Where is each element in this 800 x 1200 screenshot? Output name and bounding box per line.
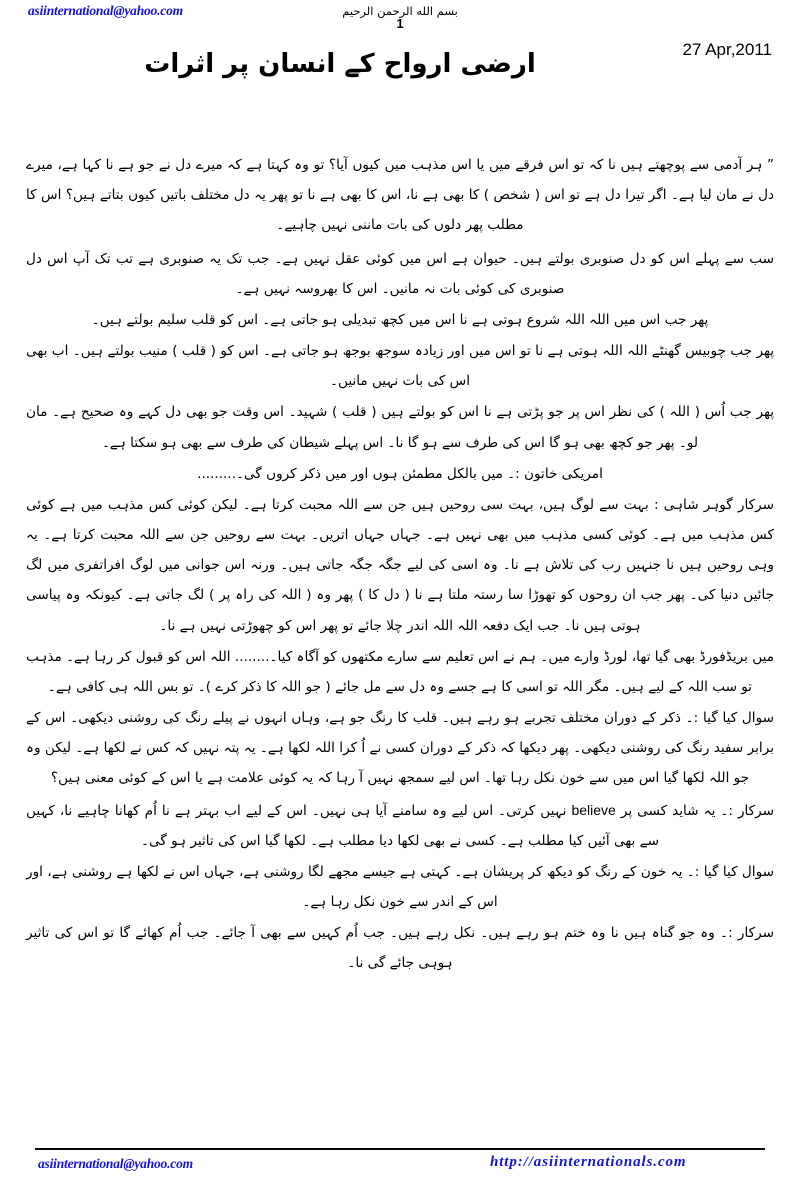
paragraph-p3: پھر جب اس میں اللہ اللہ شروع ہوتی ہے نا اس میں کچھ تبدیلی ہو جاتی ہے۔ اس کو قلب سلیم بولتے ہیں۔ xyxy=(91,311,709,328)
paragraph-p2: سب سے پہلے اس کو دل صنوبری بولتے ہیں۔ حیوان ہے اس میں کوئی عقل نہیں ہے۔ جب تک یہ صنوبری ہے تب تک آپ اس دل صنوبری کی کوئی بات نہ مانیں۔ اس کا بھروسہ نہیں ہے۔ xyxy=(26,250,774,297)
footer-divider xyxy=(35,1148,765,1150)
paragraph-p1: ” ہر آدمی سے پوچھتے ہیں نا کہ تو اس فرقے میں یا اس مذہب میں کیوں آیا؟ تو وہ کہتا ہے کہ میرے دل نے جو ہے نا کہا ہے، میرے دل نے مان لیا ہے۔ اگر تیرا دل ہے تو اس ( شخص ) کا بھی ہے نا، اس کا بھی ہے نا تو پھر یہ دل مختلف باتیں کیوں بتاتے ہیں؟ اس کا مطلب پھر دلوں کی بات ماننی نہیں چاہیے۔ xyxy=(26,157,774,234)
paragraph-p8: میں بریڈفورڈ بھی گیا تھا، لورڈ وارے میں۔ ہم نے اس تعلیم سے سارے مکتھوں کو آگاہ کیا۔........ اللہ اس کو قبول کر رہا ہے۔ مذہب تو سب اللہ کے لیے ہیں۔ مگر اللہ تو اسی کا ہے جسے وہ دل سے مل جائے ( جو اللہ کا ذکر کرے )۔ تو بس اللہ ہی کافی ہے۔ xyxy=(26,648,774,695)
inline-latin-word-believe: believe xyxy=(571,801,616,818)
page-footer xyxy=(0,1140,800,1200)
paragraph-p5: پھر جب اُس ( اللہ ) کی نظر اس پر جو پڑتی ہے نا اس کو بولتے ہیں ( قلب ) شہید۔ اس وقت جو بھی دل کہے وہ صحیح ہے۔ مان لو۔ پھر جو کچھ بھی ہو گا اس کی طرف سے ہو گا نا۔ اس پہلے شیطان کی طرف سے بھی ہو سکتا ہے۔ xyxy=(26,404,774,451)
paragraph-p7-gohar-shahi: سرکار گوہر شاہی : بہت سے لوگ ہیں، بہت سی روحیں ہیں جن سے اللہ محبت کرتا ہے۔ لیکن کوئی کس مذہب میں ہے کوئی کس مذہب میں ہے۔ کوئی کسی مذہب میں بھی نہیں ہے۔ جہاں جہاں اتریں۔ بہت سے روحیں جن سے اللہ محبت کرتا ہے۔ یہ وہی روحیں ہیں نا جنہیں رب کی تلاش ہے نا۔ وہ اسی کی لیے جگہ جگہ جاتی ہیں۔ ورنہ اس جوانی میں لوگ افراتفری میں لگ جائیں دنیا کی۔ پھر جب ان روحوں کو تھوڑا سا رستہ ملتا ہے نا ( دل کا ) پھر وہ ( اللہ کی راہ پر ) لگ جاتی ہے۔ کیونکہ وہ پیاسی ہوتی ہیں نا۔ جب ایک دفعہ اللہ اللہ اندر چلا جائے تو پھر اس کو چھوڑتی نہیں ہے نا۔ xyxy=(26,496,774,634)
paragraph-p9-question: سوال کیا گیا :۔ ذکر کے دوران مختلف تجربے ہو رہے ہیں۔ قلب کا رنگ جو ہے، وہاں انہوں نے پیلے رنگ کی روشنی دیکھی۔ اس کے برابر سفید رنگ کی روشنی دیکھی۔ پھر دیکھا کہ ذکر کے دوران کسی نے اُ کرا اللہ لکھا ہے۔ یہ پتہ نہیں کہ کس نے لکھا ہے۔ لیکن وہ جو اللہ لکھا گیا اس میں سے خون نکل رہا تھا۔ اس لیے سمجھ نہیں آ رہا کہ یہ کوئی علامت ہے یا اس کے کوئی معنی ہیں؟ xyxy=(26,710,774,787)
page-number: 1 xyxy=(396,16,404,31)
header-email-link[interactable]: asiinternational@yahoo.com xyxy=(28,3,183,18)
document-date: 27 Apr,2011 xyxy=(682,40,772,59)
paragraph-p10-text-after: نہیں کرتی۔ اس لیے وہ سامنے آیا ہی نہیں۔ اس کے لیے اب بہتر ہے نا اُم کھانا چاہیے نا، کہیں سے بھی آئیں کیا مطلب ہے۔ کسی نے بھی لکھا دیا مطلب ہے۔ لکھا گیا اس کی تاثیر ہو گی۔ xyxy=(26,802,660,849)
footer-email-link[interactable]: asiinternational@yahoo.com xyxy=(38,1156,193,1171)
page-header xyxy=(0,0,800,110)
paragraph-p12-sarkar-answer: سرکار :۔ وہ جو گناہ ہیں نا وہ ختم ہو رہے ہیں۔ نکل رہے ہیں۔ جب اُم کہیں سے بھی آ جائے۔ جب اُم کھائے گا تو اس کی تاثیر ہوہی جائے گی نا۔ xyxy=(26,925,774,972)
paragraph-p10-sarkar-answer xyxy=(26,795,774,856)
document-body xyxy=(26,150,774,980)
footer-website-link[interactable]: http://asiinternationals.com xyxy=(490,1154,687,1170)
paragraph-p6-american-woman: امریکی خاتون :۔ میں بالکل مطمئن ہوں اور میں ذکر کروں گی۔......... xyxy=(197,465,603,482)
paragraph-p4: پھر جب چوبیس گھنٹے اللہ اللہ ہوتی ہے نا تو اس میں اور زیادہ سوجھ بوجھ ہو جاتی ہے۔ اس کو ( قلب ) منیب بولتے ہیں۔ اب بھی اس کی بات نہیں مانیں۔ xyxy=(26,343,774,390)
paragraph-p10-text-before: سرکار :۔ یہ شاید کسی پر xyxy=(615,802,775,819)
page-title: ارضی ارواح کے انسان پر اثرات xyxy=(144,49,536,79)
paragraph-p11-question: سوال کیا گیا :۔ یہ خون کے رنگ کو دیکھ کر پریشان ہے۔ کہتی ہے جیسے مجھے لگا روشنی ہے، جہاں اس نے لکھا ہے روشنی ہے، اور اس کے اندر سے خون نکل رہا ہے۔ xyxy=(26,863,774,911)
bismillah-text: بسم الله الرحمن الرحيم xyxy=(342,4,458,18)
